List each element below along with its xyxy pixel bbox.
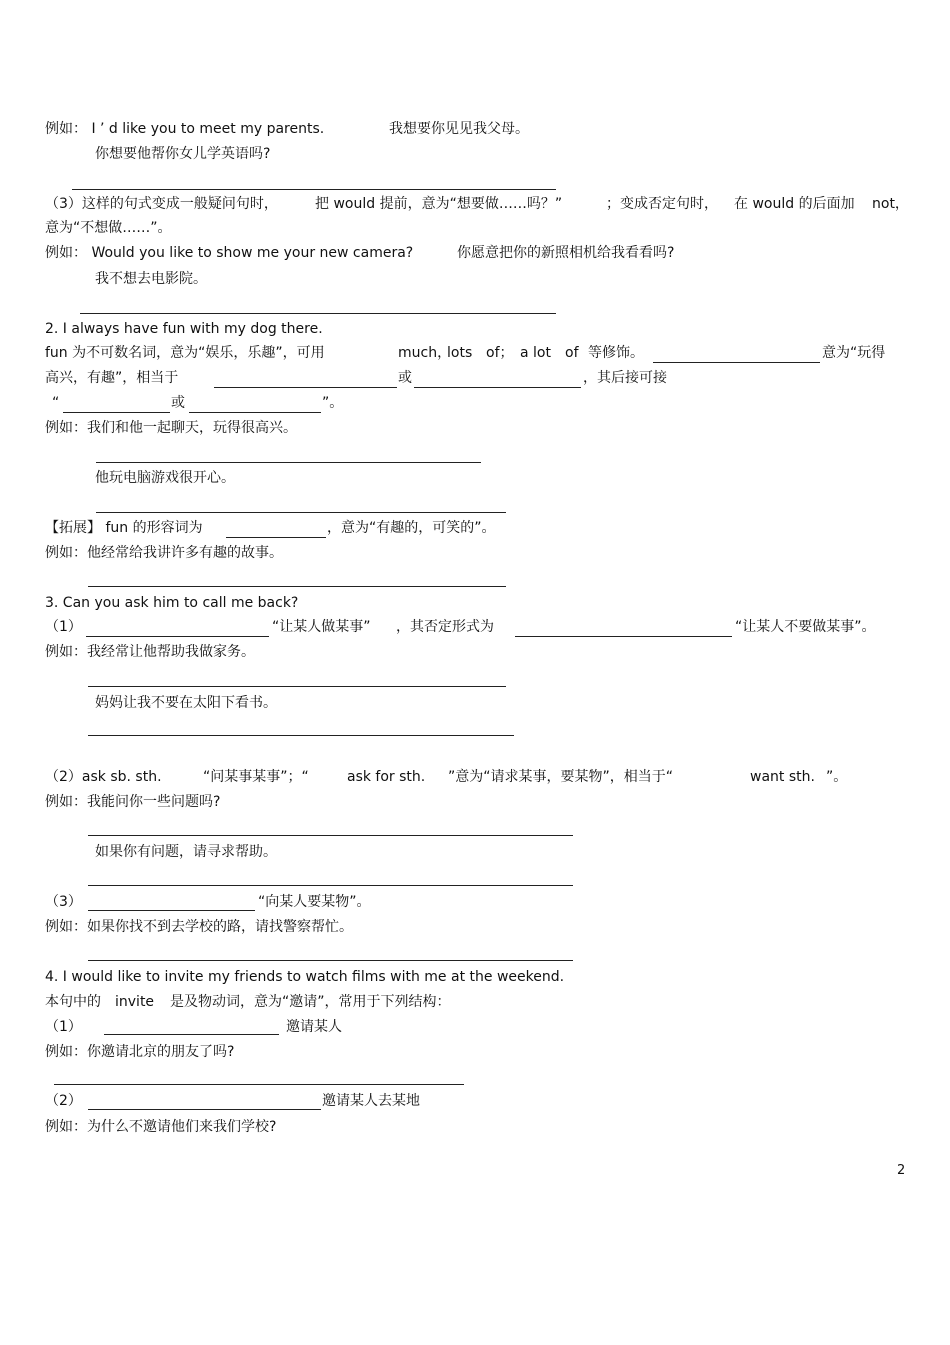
answer-blank[interactable] (63, 412, 170, 413)
exercise-prompt: 我不想去电影院。 (95, 271, 207, 287)
section-heading: 2. I always have fun with my dog there. (45, 321, 323, 337)
rule-text: of (565, 345, 579, 361)
exercise-prompt: 妈妈让我不要在太阳下看书。 (95, 695, 277, 711)
rule-text: （2）ask sb. sth. (45, 769, 162, 785)
exercise-prompt: 例如：他经常给我讲许多有趣的故事。 (45, 545, 283, 561)
exercise-prompt: 例如：我能问你一些问题吗? (45, 794, 221, 810)
rule-text: ask for sth. (347, 769, 426, 785)
rule-text: （3）这样的句式变成一般疑问句时， (45, 196, 278, 212)
exercise-prompt: 例如：我经常让他帮助我做家务。 (45, 644, 255, 660)
rule-text: lots (447, 345, 473, 361)
answer-blank[interactable] (226, 537, 326, 538)
rule-text: a lot (520, 345, 551, 361)
answer-blank[interactable] (88, 960, 573, 961)
rule-text: ，其后接可接 (583, 370, 667, 386)
rule-text: much， (398, 345, 452, 361)
exercise-prompt: 例如：你邀请北京的朋友了吗? (45, 1044, 235, 1060)
answer-blank[interactable] (88, 586, 506, 587)
rule-text: ，意为“有趣的，可笑的”。 (327, 520, 496, 536)
rule-text: “问某事某事”；“ (203, 769, 309, 785)
rule-text: want sth. (750, 769, 815, 785)
rule-text: 【拓展】 fun 的形容词为 (45, 520, 203, 536)
rule-text: 把 would 提前，意为“想要做……吗？” (315, 196, 563, 212)
rule-text: invite (115, 994, 155, 1010)
rule-text: fun 为不可数名词，意为“娱乐，乐趣”，可用 (45, 345, 325, 361)
rule-text: （3） (45, 894, 82, 910)
answer-blank[interactable] (96, 462, 481, 463)
rule-text: （1） (45, 619, 82, 635)
answer-blank[interactable] (88, 686, 506, 687)
answer-blank[interactable] (104, 1034, 279, 1035)
page-number: 2 (897, 1163, 906, 1178)
exercise-prompt: 例如：如果你找不到去学校的路，请找警察帮忙。 (45, 919, 353, 935)
example-translation: 我想要你见见我父母。 (389, 121, 529, 137)
rule-text: “让某人做某事” (272, 619, 371, 635)
answer-blank[interactable] (88, 1109, 321, 1110)
exercise-prompt: 你想要他帮你女儿学英语吗? (95, 146, 271, 162)
answer-blank[interactable] (653, 362, 820, 363)
rule-text: ，其否定形式为 (396, 619, 494, 635)
exercise-prompt: 例如：为什么不邀请他们来我们学校? (45, 1119, 277, 1135)
answer-blank[interactable] (214, 387, 397, 388)
example-line: 例如： I ’ d like you to meet my parents. (45, 121, 325, 137)
answer-blank[interactable] (189, 412, 321, 413)
rule-text: 意为“不想做……”。 (45, 220, 172, 236)
rule-text: not， (872, 196, 909, 212)
rule-text: 本句中的 (45, 994, 101, 1010)
exercise-prompt: 例如：我们和他一起聊天，玩得很高兴。 (45, 420, 297, 436)
answer-blank[interactable] (88, 885, 573, 886)
rule-text: ；变成否定句时， (606, 196, 718, 212)
answer-blank[interactable] (515, 636, 732, 637)
rule-text: （1） (45, 1019, 82, 1035)
rule-text: 意为“玩得 (822, 345, 886, 361)
exercise-prompt: 他玩电脑游戏很开心。 (95, 470, 235, 486)
answer-blank[interactable] (86, 636, 269, 637)
answer-blank[interactable] (72, 189, 556, 190)
answer-blank[interactable] (96, 512, 506, 513)
answer-blank[interactable] (80, 313, 556, 314)
rule-text: 在 would 的后面加 (734, 196, 855, 212)
rule-text: “向某人要某物”。 (258, 894, 371, 910)
rule-text: （2） (45, 1093, 82, 1109)
rule-text: 高兴，有趣”，相当于 (45, 370, 179, 386)
rule-text: 邀请某人去某地 (322, 1093, 420, 1109)
section-heading: 3. Can you ask him to call me back? (45, 595, 299, 611)
rule-text: 或 (171, 395, 185, 411)
exercise-prompt: 如果你有问题，请寻求帮助。 (95, 844, 277, 860)
rule-text: “ (52, 395, 60, 411)
rule-text: “让某人不要做某事”。 (735, 619, 876, 635)
rule-text: 等修饰。 (588, 345, 644, 361)
rule-text: ”。 (322, 395, 344, 411)
rule-text: ”。 (826, 769, 848, 785)
rule-text: 是及物动词，意为“邀请”，常用于下列结构： (170, 994, 451, 1010)
rule-text: ”意为“请求某事，要某物”，相当于“ (448, 769, 674, 785)
answer-blank[interactable] (88, 835, 573, 836)
section-heading: 4. I would like to invite my friends to watch films with me at the weekend. (45, 969, 565, 985)
rule-text: of； (486, 345, 514, 361)
example-line: 例如： Would you like to show me your new camera? (45, 245, 414, 261)
answer-blank[interactable] (54, 1084, 464, 1085)
answer-blank[interactable] (88, 735, 514, 736)
answer-blank[interactable] (414, 387, 581, 388)
rule-text: 邀请某人 (286, 1019, 342, 1035)
example-translation: 你愿意把你的新照相机给我看看吗? (457, 245, 675, 261)
answer-blank[interactable] (88, 910, 255, 911)
rule-text: 或 (398, 370, 412, 386)
